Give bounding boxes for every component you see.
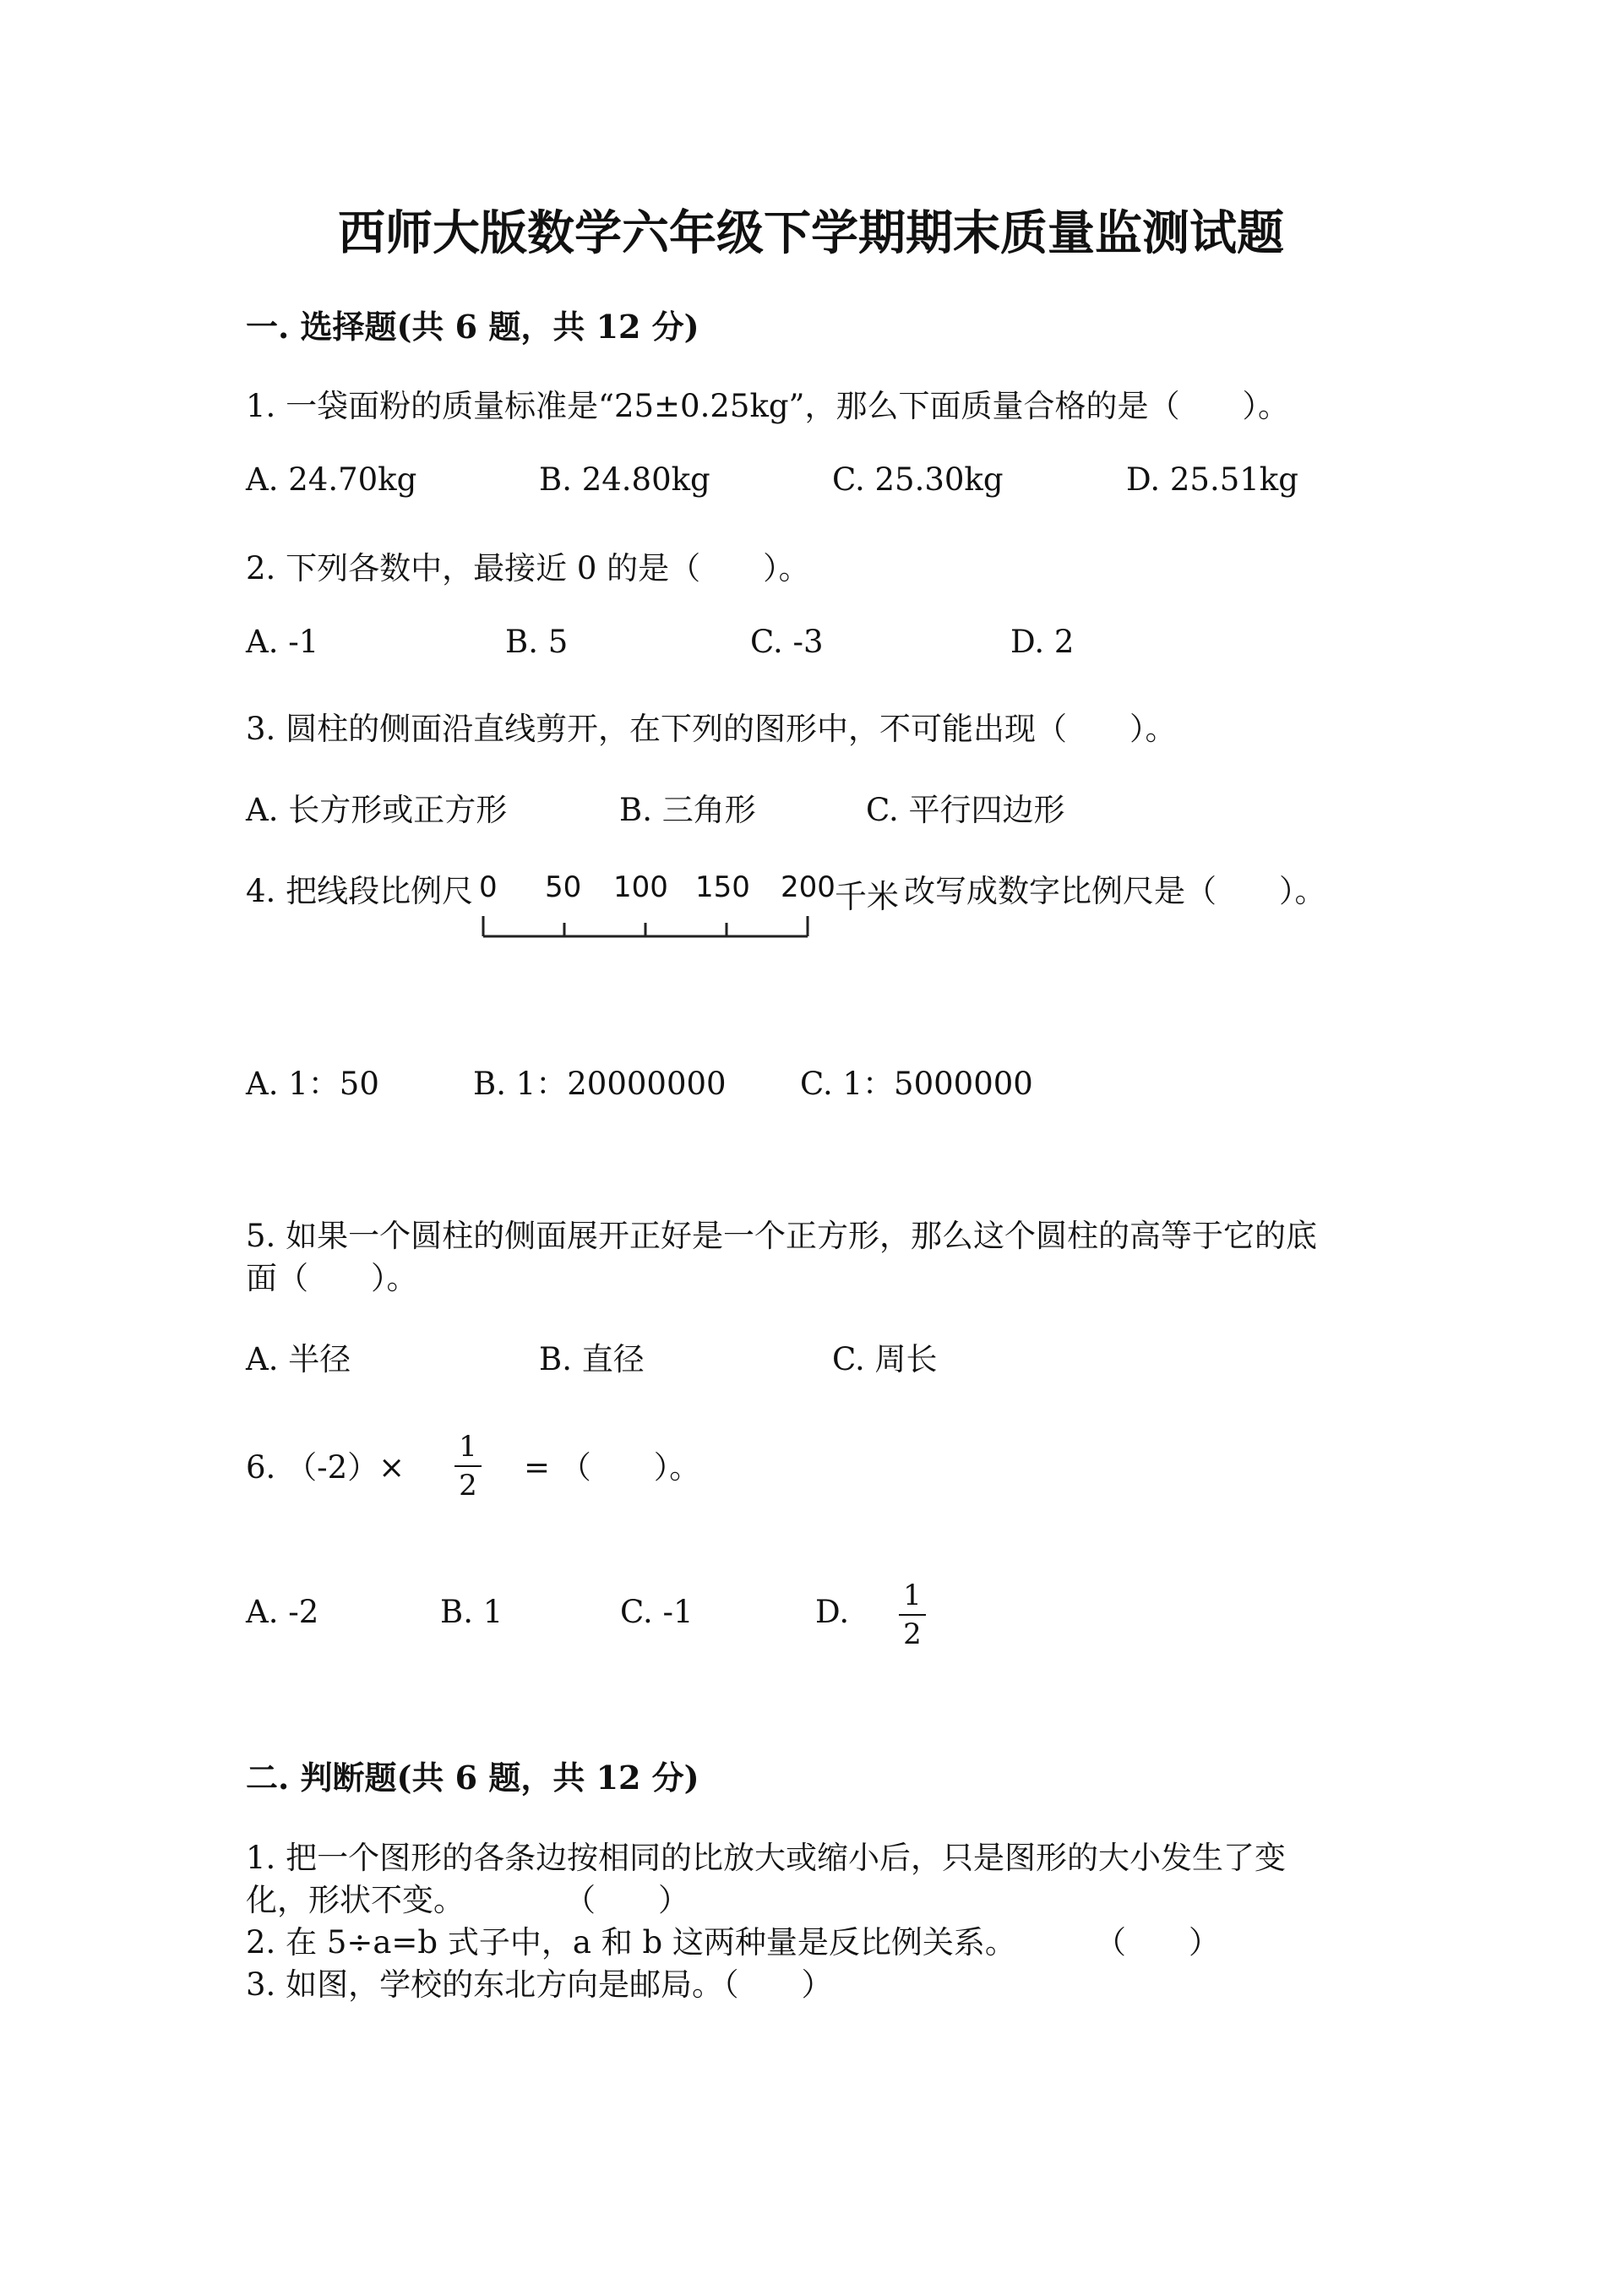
j1-stem-line1: 1. 把一个图形的各条边按相同的比放大或缩小后，只是图形的大小发生了变 — [246, 1840, 1287, 1876]
j2-stem: 2. 在 5÷a=b 式子中，a 和 b 这两种量是反比例关系。 — [246, 1924, 1016, 1961]
j1-stem-line2: 化，形状不变。 — [246, 1882, 465, 1918]
q3-option-a: A. 长方形或正方形 — [246, 792, 508, 828]
q3-stem: 3. 圆柱的侧面沿直线剪开，在下列的图形中，不可能出现（ ）。 — [246, 711, 1177, 747]
q5-option-b: B. 直径 — [539, 1341, 645, 1377]
q1-option-d: D. 25.51kg — [1126, 461, 1298, 498]
q6-option-d: D. — [815, 1594, 850, 1630]
q1-option-b: B. 24.80kg — [539, 461, 710, 498]
q2-option-c: C. -3 — [750, 624, 824, 660]
q1-stem: 1. 一袋面粉的质量标准是“25±0.25kg”，那么下面质量合格的是（ ）。 — [246, 388, 1289, 424]
fraction-bar — [454, 1465, 482, 1467]
j1-answer-blank: （ ） — [564, 1882, 689, 1918]
fraction-bar — [899, 1614, 926, 1616]
scale-ruler — [473, 911, 828, 945]
q5-stem-line2: 面（ ）。 — [246, 1260, 418, 1296]
scale-tick-label: 100 — [613, 870, 668, 904]
q1-option-c: C. 25.30kg — [832, 461, 1004, 498]
q3-option-b: B. 三角形 — [619, 792, 756, 828]
q6-option-b: B. 1 — [440, 1594, 503, 1630]
fraction-numerator: 1 — [903, 1579, 922, 1612]
q6-option-d-fraction — [895, 1579, 929, 1651]
q6-option-a: A. -2 — [246, 1594, 319, 1630]
q5-option-a: A. 半径 — [246, 1341, 351, 1377]
scale-tick-label: 50 — [545, 870, 582, 904]
q2-option-b: B. 5 — [505, 624, 569, 660]
j2-answer-blank: （ ） — [1095, 1924, 1220, 1961]
scale-unit-label: 千米 — [835, 878, 900, 915]
q3-option-c: C. 平行四边形 — [866, 792, 1065, 828]
q5-option-c: C. 周长 — [832, 1341, 938, 1377]
q6-option-c: C. -1 — [620, 1594, 694, 1630]
q6-stem-before: 6. （-2）× — [246, 1449, 406, 1486]
scale-tick-label: 200 — [781, 870, 835, 904]
section1-heading: 一. 选择题(共 6 题，共 12 分) — [246, 308, 699, 346]
fraction-numerator: 1 — [459, 1430, 477, 1464]
q2-option-d: D. 2 — [1010, 624, 1075, 660]
q4-option-a: A. 1：50 — [246, 1066, 379, 1102]
line-scale-bar — [473, 870, 904, 946]
q1-option-a: A. 24.70kg — [246, 461, 417, 498]
q4-stem-before: 4. 把线段比例尺 — [246, 873, 474, 909]
q5-stem-line1: 5. 如果一个圆柱的侧面展开正好是一个正方形，那么这个圆柱的高等于它的底 — [246, 1218, 1318, 1254]
j3-stem: 3. 如图，学校的东北方向是邮局。（ ） — [246, 1966, 833, 2003]
scale-tick-label: 0 — [479, 870, 498, 904]
q6-fraction — [451, 1430, 485, 1502]
q2-stem: 2. 下列各数中，最接近 0 的是（ ）。 — [246, 550, 810, 586]
fraction-denominator: 2 — [903, 1617, 922, 1651]
q4-stem-after: 改写成数字比例尺是（ ）。 — [904, 873, 1326, 909]
q4-option-c: C. 1：5000000 — [800, 1066, 1033, 1102]
section2-heading: 二. 判断题(共 6 题，共 12 分) — [246, 1759, 699, 1797]
scale-tick-label: 150 — [695, 870, 750, 904]
q4-option-b: B. 1：20000000 — [473, 1066, 727, 1102]
fraction-denominator: 2 — [459, 1469, 477, 1502]
q6-stem-after: = （ ）。 — [524, 1449, 701, 1486]
q2-option-a: A. -1 — [246, 624, 319, 660]
page-title: 西师大版数学六年级下学期期末质量监测试题 — [338, 205, 1284, 261]
